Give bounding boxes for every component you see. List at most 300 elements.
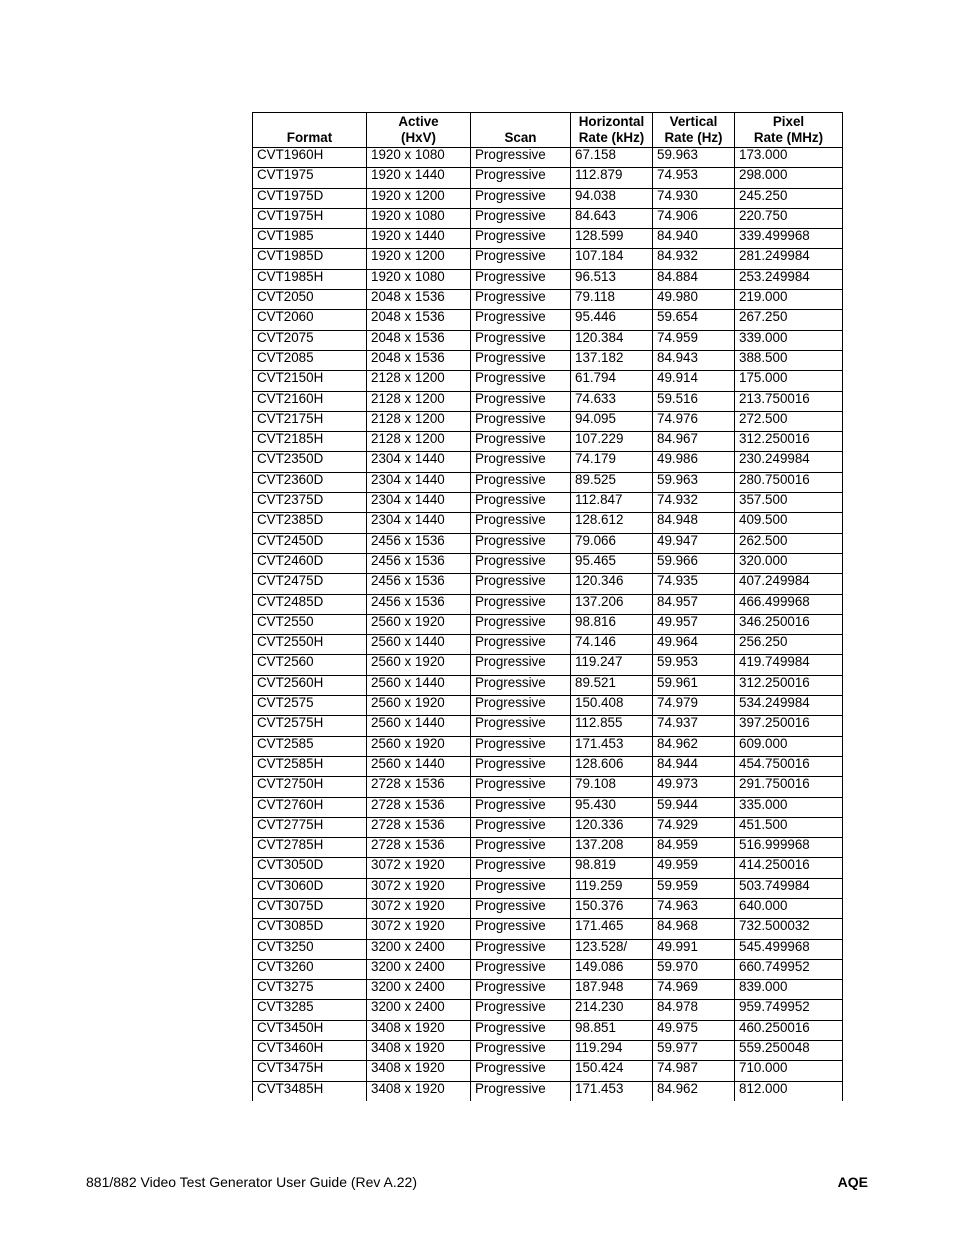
format-cell: CVT3275 [253,980,367,1000]
pixel-rate-cell: 414.250016 [735,858,843,878]
horizontal-rate-cell: 95.430 [571,797,653,817]
active-cell: 2456 x 1536 [367,594,471,614]
format-cell: CVT3460H [253,1041,367,1061]
table-row [253,269,843,289]
pixel-rate-cell: 559.250048 [735,1041,843,1061]
scan-cell: Progressive [471,878,571,898]
active-cell: 2128 x 1200 [367,432,471,452]
pixel-rate-cell: 388.500 [735,350,843,370]
table-row [253,736,843,756]
pixel-rate-cell: 460.250016 [735,1020,843,1040]
format-cell: CVT2060 [253,310,367,330]
horizontal-rate-cell: 95.465 [571,553,653,573]
format-cell: CVT2185H [253,432,367,452]
pixel-rate-cell: 298.000 [735,168,843,188]
vertical-rate-cell: 84.962 [653,736,735,756]
pixel-rate-cell: 640.000 [735,898,843,918]
format-cell: CVT3485H [253,1081,367,1101]
horizontal-rate-cell: 171.465 [571,919,653,939]
table-row [253,513,843,533]
pixel-rate-cell: 732.500032 [735,919,843,939]
horizontal-rate-cell: 119.259 [571,878,653,898]
vertical-rate-cell: 84.962 [653,1081,735,1101]
active-cell: 2304 x 1440 [367,513,471,533]
scan-cell: Progressive [471,229,571,249]
vertical-rate-cell: 59.944 [653,797,735,817]
scan-cell: Progressive [471,493,571,513]
scan-cell: Progressive [471,553,571,573]
active-cell: 1920 x 1200 [367,188,471,208]
table-row [253,777,843,797]
pixel-rate-cell: 253.249984 [735,269,843,289]
scan-cell: Progressive [471,919,571,939]
vertical-rate-cell: 74.987 [653,1061,735,1081]
vertical-rate-cell: 84.978 [653,1000,735,1020]
vertical-rate-cell: 59.963 [653,472,735,492]
scan-cell: Progressive [471,432,571,452]
vertical-rate-cell: 74.906 [653,208,735,228]
pixel-rate-cell: 219.000 [735,290,843,310]
vertical-rate-cell: 74.930 [653,188,735,208]
table-row [253,350,843,370]
pixel-rate-cell: 339.499968 [735,229,843,249]
scan-cell: Progressive [471,513,571,533]
scan-cell: Progressive [471,391,571,411]
active-cell: 1920 x 1440 [367,229,471,249]
pixel-rate-cell: 262.500 [735,533,843,553]
active-cell: 2048 x 1536 [367,290,471,310]
vertical-rate-cell: 59.966 [653,553,735,573]
active-cell: 3200 x 2400 [367,980,471,1000]
format-cell: CVT2550 [253,614,367,634]
horizontal-rate-cell: 128.606 [571,756,653,776]
header-pixel-rate: Pixel Rate (MHz) [735,113,843,148]
active-cell: 2560 x 1440 [367,716,471,736]
pixel-rate-cell: 660.749952 [735,959,843,979]
scan-cell: Progressive [471,371,571,391]
vertical-rate-cell: 84.957 [653,594,735,614]
scan-cell: Progressive [471,696,571,716]
vertical-rate-cell: 59.961 [653,675,735,695]
format-cell: CVT3250 [253,939,367,959]
horizontal-rate-cell: 119.294 [571,1041,653,1061]
scan-cell: Progressive [471,330,571,350]
format-cell: CVT1985D [253,249,367,269]
header-active: Active (HxV) [367,113,471,148]
scan-cell: Progressive [471,269,571,289]
horizontal-rate-cell: 120.384 [571,330,653,350]
format-cell: CVT2450D [253,533,367,553]
scan-cell: Progressive [471,1061,571,1081]
horizontal-rate-cell: 187.948 [571,980,653,1000]
horizontal-rate-cell: 107.184 [571,249,653,269]
format-cell: CVT2775H [253,817,367,837]
table-row [253,959,843,979]
active-cell: 2304 x 1440 [367,452,471,472]
format-cell: CVT2085 [253,350,367,370]
horizontal-rate-cell: 137.182 [571,350,653,370]
horizontal-rate-cell: 94.038 [571,188,653,208]
table-row [253,980,843,1000]
active-cell: 2560 x 1440 [367,756,471,776]
format-cell: CVT2075 [253,330,367,350]
scan-cell: Progressive [471,574,571,594]
table-row [253,1020,843,1040]
vertical-rate-cell: 49.914 [653,371,735,391]
active-cell: 1920 x 1080 [367,269,471,289]
pixel-rate-cell: 839.000 [735,980,843,1000]
active-cell: 1920 x 1200 [367,249,471,269]
table-row [253,553,843,573]
pixel-rate-cell: 256.250 [735,635,843,655]
horizontal-rate-cell: 95.446 [571,310,653,330]
pixel-rate-cell: 230.249984 [735,452,843,472]
vertical-rate-cell: 74.959 [653,330,735,350]
active-cell: 3200 x 2400 [367,959,471,979]
format-cell: CVT1975H [253,208,367,228]
format-cell: CVT2360D [253,472,367,492]
active-cell: 2304 x 1440 [367,472,471,492]
pixel-rate-cell: 409.500 [735,513,843,533]
active-cell: 3072 x 1920 [367,898,471,918]
vertical-rate-cell: 84.948 [653,513,735,533]
table-row [253,411,843,431]
vertical-rate-cell: 84.944 [653,756,735,776]
format-cell: CVT3450H [253,1020,367,1040]
format-cell: CVT2160H [253,391,367,411]
format-cell: CVT1975 [253,168,367,188]
horizontal-rate-cell: 96.513 [571,269,653,289]
vertical-rate-cell: 74.932 [653,493,735,513]
pixel-rate-cell: 451.500 [735,817,843,837]
scan-cell: Progressive [471,452,571,472]
table-row [253,858,843,878]
scan-cell: Progressive [471,655,571,675]
active-cell: 3072 x 1920 [367,919,471,939]
pixel-rate-cell: 545.499968 [735,939,843,959]
scan-cell: Progressive [471,797,571,817]
pixel-rate-cell: 213.750016 [735,391,843,411]
vertical-rate-cell: 49.973 [653,777,735,797]
active-cell: 1920 x 1080 [367,148,471,168]
format-cell: CVT3285 [253,1000,367,1020]
table-row [253,493,843,513]
scan-cell: Progressive [471,1041,571,1061]
vertical-rate-cell: 49.964 [653,635,735,655]
active-cell: 2728 x 1536 [367,817,471,837]
scan-cell: Progressive [471,472,571,492]
active-cell: 2048 x 1536 [367,310,471,330]
table-row [253,635,843,655]
active-cell: 2128 x 1200 [367,371,471,391]
horizontal-rate-cell: 149.086 [571,959,653,979]
active-cell: 2128 x 1200 [367,391,471,411]
format-cell: CVT2585H [253,756,367,776]
scan-cell: Progressive [471,533,571,553]
horizontal-rate-cell: 79.066 [571,533,653,553]
table-row [253,391,843,411]
horizontal-rate-cell: 120.336 [571,817,653,837]
table-row [253,188,843,208]
pixel-rate-cell: 173.000 [735,148,843,168]
vertical-rate-cell: 49.957 [653,614,735,634]
pixel-rate-cell: 812.000 [735,1081,843,1101]
table-row [253,696,843,716]
table-row [253,1061,843,1081]
pixel-rate-cell: 609.000 [735,736,843,756]
scan-cell: Progressive [471,635,571,655]
vertical-rate-cell: 49.947 [653,533,735,553]
pixel-rate-cell: 312.250016 [735,675,843,695]
table-row [253,919,843,939]
horizontal-rate-cell: 150.376 [571,898,653,918]
active-cell: 3072 x 1920 [367,858,471,878]
active-cell: 2728 x 1536 [367,777,471,797]
active-cell: 3408 x 1920 [367,1081,471,1101]
format-cell: CVT3085D [253,919,367,939]
scan-cell: Progressive [471,716,571,736]
horizontal-rate-cell: 61.794 [571,371,653,391]
table-row [253,371,843,391]
format-cell: CVT2785H [253,838,367,858]
vertical-rate-cell: 59.654 [653,310,735,330]
format-cell: CVT2050 [253,290,367,310]
vertical-rate-cell: 49.980 [653,290,735,310]
format-cell: CVT2575 [253,696,367,716]
table-row [253,574,843,594]
table-row [253,939,843,959]
vertical-rate-cell: 84.884 [653,269,735,289]
format-cell: CVT3050D [253,858,367,878]
scan-cell: Progressive [471,777,571,797]
table-row [253,675,843,695]
table-row [253,655,843,675]
pixel-rate-cell: 397.250016 [735,716,843,736]
table-row [253,838,843,858]
pixel-rate-cell: 280.750016 [735,472,843,492]
active-cell: 2560 x 1920 [367,696,471,716]
table-row [253,249,843,269]
pixel-rate-cell: 357.500 [735,493,843,513]
format-cell: CVT2585 [253,736,367,756]
scan-cell: Progressive [471,310,571,330]
active-cell: 3200 x 2400 [367,939,471,959]
scan-cell: Progressive [471,614,571,634]
format-cell: CVT2575H [253,716,367,736]
table-row [253,594,843,614]
horizontal-rate-cell: 128.599 [571,229,653,249]
format-cell: CVT1985H [253,269,367,289]
scan-cell: Progressive [471,188,571,208]
table-row [253,330,843,350]
format-cell: CVT1960H [253,148,367,168]
scan-cell: Progressive [471,675,571,695]
horizontal-rate-cell: 119.247 [571,655,653,675]
scan-cell: Progressive [471,736,571,756]
vertical-rate-cell: 74.929 [653,817,735,837]
table-row [253,614,843,634]
horizontal-rate-cell: 84.643 [571,208,653,228]
scan-cell: Progressive [471,594,571,614]
horizontal-rate-cell: 74.179 [571,452,653,472]
format-cell: CVT2475D [253,574,367,594]
header-horizontal-rate: Horizontal Rate (kHz) [571,113,653,148]
horizontal-rate-cell: 150.408 [571,696,653,716]
vertical-rate-cell: 74.979 [653,696,735,716]
horizontal-rate-cell: 89.525 [571,472,653,492]
scan-cell: Progressive [471,350,571,370]
scan-cell: Progressive [471,980,571,1000]
horizontal-rate-cell: 107.229 [571,432,653,452]
scan-cell: Progressive [471,290,571,310]
table-row [253,533,843,553]
format-cell: CVT2375D [253,493,367,513]
scan-cell: Progressive [471,838,571,858]
vertical-rate-cell: 49.991 [653,939,735,959]
active-cell: 1920 x 1080 [367,208,471,228]
horizontal-rate-cell: 112.847 [571,493,653,513]
vertical-rate-cell: 49.959 [653,858,735,878]
table-row [253,310,843,330]
scan-cell: Progressive [471,411,571,431]
scan-cell: Progressive [471,249,571,269]
pixel-rate-cell: 346.250016 [735,614,843,634]
horizontal-rate-cell: 128.612 [571,513,653,533]
pixel-rate-cell: 267.250 [735,310,843,330]
active-cell: 2456 x 1536 [367,533,471,553]
pixel-rate-cell: 454.750016 [735,756,843,776]
horizontal-rate-cell: 98.851 [571,1020,653,1040]
pixel-rate-cell: 516.999968 [735,838,843,858]
vertical-rate-cell: 49.975 [653,1020,735,1040]
format-cell: CVT3475H [253,1061,367,1081]
pixel-rate-cell: 320.000 [735,553,843,573]
horizontal-rate-cell: 150.424 [571,1061,653,1081]
horizontal-rate-cell: 74.146 [571,635,653,655]
table-row [253,168,843,188]
scan-cell: Progressive [471,858,571,878]
scan-cell: Progressive [471,756,571,776]
vertical-rate-cell: 84.932 [653,249,735,269]
active-cell: 2560 x 1440 [367,675,471,695]
active-cell: 2560 x 1920 [367,614,471,634]
scan-cell: Progressive [471,817,571,837]
active-cell: 2304 x 1440 [367,493,471,513]
table-row [253,208,843,228]
active-cell: 2560 x 1920 [367,655,471,675]
format-cell: CVT2760H [253,797,367,817]
header-format: Format [253,113,367,148]
format-cell: CVT2550H [253,635,367,655]
vertical-rate-cell: 59.977 [653,1041,735,1061]
header-vertical-rate: Vertical Rate (Hz) [653,113,735,148]
active-cell: 2128 x 1200 [367,411,471,431]
table-row [253,756,843,776]
horizontal-rate-cell: 67.158 [571,148,653,168]
active-cell: 3408 x 1920 [367,1020,471,1040]
vertical-rate-cell: 74.976 [653,411,735,431]
active-cell: 3408 x 1920 [367,1041,471,1061]
format-cell: CVT2385D [253,513,367,533]
horizontal-rate-cell: 214.230 [571,1000,653,1020]
format-cell: CVT2560H [253,675,367,695]
horizontal-rate-cell: 120.346 [571,574,653,594]
format-table [252,112,843,1101]
horizontal-rate-cell: 137.206 [571,594,653,614]
table-row [253,1000,843,1020]
format-cell: CVT2350D [253,452,367,472]
vertical-rate-cell: 74.935 [653,574,735,594]
vertical-rate-cell: 59.959 [653,878,735,898]
vertical-rate-cell: 84.943 [653,350,735,370]
pixel-rate-cell: 534.249984 [735,696,843,716]
active-cell: 3408 x 1920 [367,1061,471,1081]
vertical-rate-cell: 49.986 [653,452,735,472]
active-cell: 2456 x 1536 [367,553,471,573]
active-cell: 2728 x 1536 [367,838,471,858]
horizontal-rate-cell: 79.108 [571,777,653,797]
table-row [253,148,843,168]
vertical-rate-cell: 84.967 [653,432,735,452]
table-row [253,432,843,452]
table-header-row [253,113,843,148]
horizontal-rate-cell: 94.095 [571,411,653,431]
vertical-rate-cell: 84.968 [653,919,735,939]
format-cell: CVT3060D [253,878,367,898]
table-row [253,229,843,249]
active-cell: 2560 x 1440 [367,635,471,655]
format-cell: CVT2175H [253,411,367,431]
active-cell: 2048 x 1536 [367,330,471,350]
active-cell: 2456 x 1536 [367,574,471,594]
horizontal-rate-cell: 112.879 [571,168,653,188]
pixel-rate-cell: 710.000 [735,1061,843,1081]
pixel-rate-cell: 335.000 [735,797,843,817]
scan-cell: Progressive [471,939,571,959]
pixel-rate-cell: 466.499968 [735,594,843,614]
scan-cell: Progressive [471,148,571,168]
format-cell: CVT2150H [253,371,367,391]
vertical-rate-cell: 74.953 [653,168,735,188]
format-cell: CVT3260 [253,959,367,979]
format-cell: CVT3075D [253,898,367,918]
format-cell: CVT2485D [253,594,367,614]
table-row [253,472,843,492]
table-row [253,1041,843,1061]
header-scan: Scan [471,113,571,148]
pixel-rate-cell: 419.749984 [735,655,843,675]
horizontal-rate-cell: 112.855 [571,716,653,736]
vertical-rate-cell: 84.940 [653,229,735,249]
format-cell: CVT2560 [253,655,367,675]
footer-brand: AQE [837,1174,868,1190]
vertical-rate-cell: 84.959 [653,838,735,858]
active-cell: 2560 x 1920 [367,736,471,756]
table-row [253,817,843,837]
active-cell: 1920 x 1440 [367,168,471,188]
table-row [253,898,843,918]
vertical-rate-cell: 59.963 [653,148,735,168]
horizontal-rate-cell: 171.453 [571,736,653,756]
vertical-rate-cell: 74.963 [653,898,735,918]
format-table-container [252,112,842,1101]
horizontal-rate-cell: 123.528/ [571,939,653,959]
footer-document-title: 881/882 Video Test Generator User Guide (Rev A.22) [86,1174,418,1190]
scan-cell: Progressive [471,959,571,979]
pixel-rate-cell: 407.249984 [735,574,843,594]
pixel-rate-cell: 339.000 [735,330,843,350]
scan-cell: Progressive [471,898,571,918]
